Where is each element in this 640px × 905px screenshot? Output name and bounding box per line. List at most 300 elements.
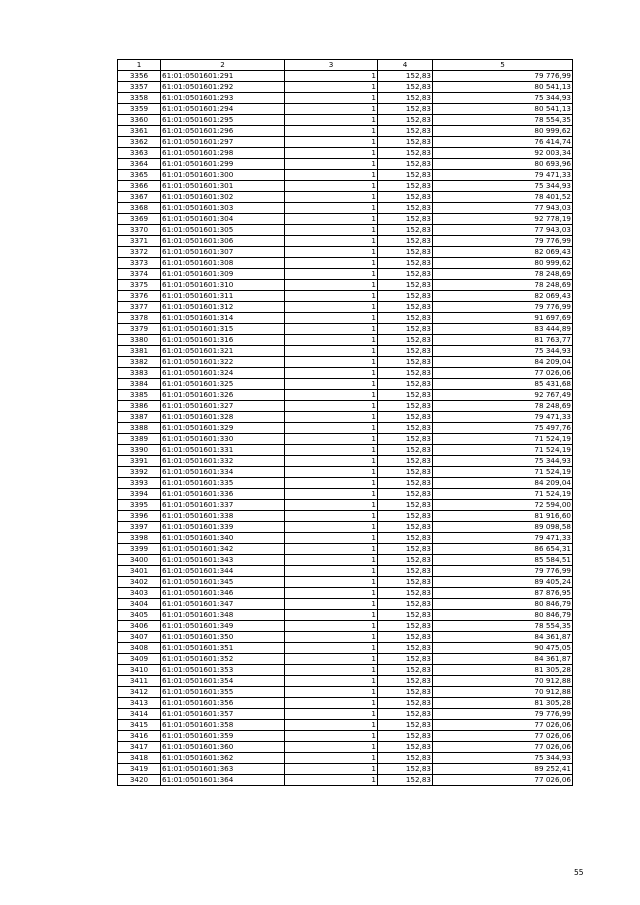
- quantity-cell: 1: [285, 764, 378, 775]
- quantity-cell: 1: [285, 698, 378, 709]
- quantity-cell: 1: [285, 368, 378, 379]
- cadastral-number-cell: 61:01:0501601:299: [161, 159, 285, 170]
- quantity-cell: 1: [285, 742, 378, 753]
- value-cell: 79 471,33: [433, 533, 573, 544]
- table-row: [118, 104, 573, 115]
- quantity-cell: 1: [285, 170, 378, 181]
- quantity-cell: 1: [285, 709, 378, 720]
- value-cell: 84 209,04: [433, 478, 573, 489]
- quantity-cell: 1: [285, 676, 378, 687]
- row-number-cell: 3358: [118, 93, 161, 104]
- cadastral-number-cell: 61:01:0501601:303: [161, 203, 285, 214]
- table-row: [118, 588, 573, 599]
- row-number-cell: 3371: [118, 236, 161, 247]
- area-cell: 152,83: [378, 126, 433, 137]
- cadastral-number-cell: 61:01:0501601:345: [161, 577, 285, 588]
- value-cell: 75 344,93: [433, 181, 573, 192]
- table-row: [118, 313, 573, 324]
- row-number-cell: 3402: [118, 577, 161, 588]
- cadastral-number-cell: 61:01:0501601:363: [161, 764, 285, 775]
- area-cell: 152,83: [378, 302, 433, 313]
- value-cell: 77 026,06: [433, 731, 573, 742]
- area-cell: 152,83: [378, 313, 433, 324]
- row-number-cell: 3411: [118, 676, 161, 687]
- value-cell: 75 344,93: [433, 93, 573, 104]
- row-number-cell: 3362: [118, 137, 161, 148]
- quantity-cell: 1: [285, 390, 378, 401]
- area-cell: 152,83: [378, 104, 433, 115]
- area-cell: 152,83: [378, 93, 433, 104]
- cadastral-number-cell: 61:01:0501601:293: [161, 93, 285, 104]
- table-row: [118, 192, 573, 203]
- value-cell: 79 776,99: [433, 709, 573, 720]
- quantity-cell: 1: [285, 214, 378, 225]
- cadastral-number-cell: 61:01:0501601:355: [161, 687, 285, 698]
- area-cell: 152,83: [378, 665, 433, 676]
- area-cell: 152,83: [378, 775, 433, 786]
- cadastral-number-cell: 61:01:0501601:364: [161, 775, 285, 786]
- cadastral-number-cell: 61:01:0501601:301: [161, 181, 285, 192]
- row-number-cell: 3366: [118, 181, 161, 192]
- cadastral-number-cell: 61:01:0501601:308: [161, 258, 285, 269]
- cadastral-number-cell: 61:01:0501601:295: [161, 115, 285, 126]
- table-row: [118, 577, 573, 588]
- row-number-cell: 3381: [118, 346, 161, 357]
- value-cell: 80 846,79: [433, 610, 573, 621]
- table-row: [118, 742, 573, 753]
- value-cell: 78 554,35: [433, 621, 573, 632]
- column-header-4: 4: [378, 60, 433, 71]
- row-number-cell: 3380: [118, 335, 161, 346]
- value-cell: 79 776,99: [433, 302, 573, 313]
- area-cell: 152,83: [378, 599, 433, 610]
- cadastral-number-cell: 61:01:0501601:348: [161, 610, 285, 621]
- table-row: [118, 775, 573, 786]
- area-cell: 152,83: [378, 588, 433, 599]
- value-cell: 92 767,49: [433, 390, 573, 401]
- row-number-cell: 3359: [118, 104, 161, 115]
- table-row: [118, 665, 573, 676]
- cadastral-number-cell: 61:01:0501601:334: [161, 467, 285, 478]
- row-number-cell: 3393: [118, 478, 161, 489]
- value-cell: 79 776,99: [433, 566, 573, 577]
- value-cell: 79 776,99: [433, 71, 573, 82]
- row-number-cell: 3410: [118, 665, 161, 676]
- cadastral-number-cell: 61:01:0501601:298: [161, 148, 285, 159]
- value-cell: 84 361,87: [433, 632, 573, 643]
- row-number-cell: 3412: [118, 687, 161, 698]
- row-number-cell: 3390: [118, 445, 161, 456]
- area-cell: 152,83: [378, 753, 433, 764]
- cadastral-number-cell: 61:01:0501601:360: [161, 742, 285, 753]
- area-cell: 152,83: [378, 610, 433, 621]
- cadastral-number-cell: 61:01:0501601:354: [161, 676, 285, 687]
- table-row: [118, 654, 573, 665]
- row-number-cell: 3404: [118, 599, 161, 610]
- cadastral-number-cell: 61:01:0501601:342: [161, 544, 285, 555]
- quantity-cell: 1: [285, 445, 378, 456]
- area-cell: 152,83: [378, 489, 433, 500]
- row-number-cell: 3420: [118, 775, 161, 786]
- cadastral-number-cell: 61:01:0501601:325: [161, 379, 285, 390]
- row-number-cell: 3391: [118, 456, 161, 467]
- cadastral-number-cell: 61:01:0501601:310: [161, 280, 285, 291]
- row-number-cell: 3374: [118, 269, 161, 280]
- quantity-cell: 1: [285, 456, 378, 467]
- quantity-cell: 1: [285, 654, 378, 665]
- area-cell: 152,83: [378, 225, 433, 236]
- quantity-cell: 1: [285, 522, 378, 533]
- row-number-cell: 3394: [118, 489, 161, 500]
- quantity-cell: 1: [285, 115, 378, 126]
- quantity-cell: 1: [285, 577, 378, 588]
- row-number-cell: 3400: [118, 555, 161, 566]
- value-cell: 79 471,33: [433, 412, 573, 423]
- quantity-cell: 1: [285, 533, 378, 544]
- row-number-cell: 3382: [118, 357, 161, 368]
- area-cell: 152,83: [378, 115, 433, 126]
- cadastral-number-cell: 61:01:0501601:347: [161, 599, 285, 610]
- row-number-cell: 3368: [118, 203, 161, 214]
- row-number-cell: 3403: [118, 588, 161, 599]
- row-number-cell: 3367: [118, 192, 161, 203]
- quantity-cell: 1: [285, 423, 378, 434]
- table-row: [118, 258, 573, 269]
- quantity-cell: 1: [285, 236, 378, 247]
- row-number-cell: 3378: [118, 313, 161, 324]
- value-cell: 78 248,69: [433, 401, 573, 412]
- table-row: [118, 379, 573, 390]
- table-row: [118, 599, 573, 610]
- value-cell: 84 209,04: [433, 357, 573, 368]
- table-row: [118, 478, 573, 489]
- table-row: [118, 555, 573, 566]
- cadastral-number-cell: 61:01:0501601:316: [161, 335, 285, 346]
- row-number-cell: 3414: [118, 709, 161, 720]
- table-row: [118, 71, 573, 82]
- row-number-cell: 3389: [118, 434, 161, 445]
- table-row: [118, 346, 573, 357]
- value-cell: 89 098,58: [433, 522, 573, 533]
- area-cell: 152,83: [378, 423, 433, 434]
- quantity-cell: 1: [285, 291, 378, 302]
- row-number-cell: 3369: [118, 214, 161, 225]
- quantity-cell: 1: [285, 555, 378, 566]
- quantity-cell: 1: [285, 665, 378, 676]
- value-cell: 92 003,34: [433, 148, 573, 159]
- table-row: [118, 280, 573, 291]
- quantity-cell: 1: [285, 203, 378, 214]
- quantity-cell: 1: [285, 137, 378, 148]
- area-cell: 152,83: [378, 533, 433, 544]
- page-number: 55: [574, 868, 584, 877]
- row-number-cell: 3387: [118, 412, 161, 423]
- table-row: [118, 159, 573, 170]
- table-row: [118, 467, 573, 478]
- area-cell: 152,83: [378, 500, 433, 511]
- area-cell: 152,83: [378, 71, 433, 82]
- value-cell: 81 305,28: [433, 665, 573, 676]
- cadastral-number-cell: 61:01:0501601:346: [161, 588, 285, 599]
- cadastral-number-cell: 61:01:0501601:294: [161, 104, 285, 115]
- area-cell: 152,83: [378, 346, 433, 357]
- value-cell: 81 916,60: [433, 511, 573, 522]
- cadastral-number-cell: 61:01:0501601:327: [161, 401, 285, 412]
- area-cell: 152,83: [378, 236, 433, 247]
- area-cell: 152,83: [378, 401, 433, 412]
- value-cell: 70 912,88: [433, 676, 573, 687]
- row-number-cell: 3363: [118, 148, 161, 159]
- value-cell: 71 524,19: [433, 489, 573, 500]
- cadastral-number-cell: 61:01:0501601:352: [161, 654, 285, 665]
- quantity-cell: 1: [285, 346, 378, 357]
- table-row: [118, 610, 573, 621]
- value-cell: 75 344,93: [433, 456, 573, 467]
- cadastral-number-cell: 61:01:0501601:362: [161, 753, 285, 764]
- value-cell: 78 248,69: [433, 280, 573, 291]
- table-row: [118, 764, 573, 775]
- value-cell: 90 475,05: [433, 643, 573, 654]
- row-number-cell: 3413: [118, 698, 161, 709]
- table-row: [118, 500, 573, 511]
- value-cell: 78 401,52: [433, 192, 573, 203]
- row-number-cell: 3377: [118, 302, 161, 313]
- quantity-cell: 1: [285, 247, 378, 258]
- quantity-cell: 1: [285, 104, 378, 115]
- area-cell: 152,83: [378, 478, 433, 489]
- table-row: [118, 687, 573, 698]
- row-number-cell: 3396: [118, 511, 161, 522]
- row-number-cell: 3395: [118, 500, 161, 511]
- area-cell: 152,83: [378, 357, 433, 368]
- cadastral-number-cell: 61:01:0501601:343: [161, 555, 285, 566]
- table-row: [118, 181, 573, 192]
- row-number-cell: 3365: [118, 170, 161, 181]
- value-cell: 83 444,89: [433, 324, 573, 335]
- quantity-cell: 1: [285, 148, 378, 159]
- quantity-cell: 1: [285, 126, 378, 137]
- row-number-cell: 3376: [118, 291, 161, 302]
- value-cell: 91 697,69: [433, 313, 573, 324]
- row-number-cell: 3379: [118, 324, 161, 335]
- value-cell: 82 069,43: [433, 291, 573, 302]
- table-row: [118, 412, 573, 423]
- value-cell: 79 471,33: [433, 170, 573, 181]
- quantity-cell: 1: [285, 632, 378, 643]
- table-row: [118, 511, 573, 522]
- cadastral-number-cell: 61:01:0501601:311: [161, 291, 285, 302]
- row-number-cell: 3418: [118, 753, 161, 764]
- value-cell: 75 344,93: [433, 753, 573, 764]
- row-number-cell: 3398: [118, 533, 161, 544]
- cadastral-number-cell: 61:01:0501601:332: [161, 456, 285, 467]
- cadastral-number-cell: 61:01:0501601:314: [161, 313, 285, 324]
- cadastral-number-cell: 61:01:0501601:339: [161, 522, 285, 533]
- value-cell: 77 026,06: [433, 775, 573, 786]
- area-cell: 152,83: [378, 698, 433, 709]
- table-row: [118, 335, 573, 346]
- value-cell: 85 431,68: [433, 379, 573, 390]
- table-row: [118, 115, 573, 126]
- row-number-cell: 3417: [118, 742, 161, 753]
- cadastral-number-cell: 61:01:0501601:312: [161, 302, 285, 313]
- quantity-cell: 1: [285, 225, 378, 236]
- row-number-cell: 3388: [118, 423, 161, 434]
- cadastral-number-cell: 61:01:0501601:326: [161, 390, 285, 401]
- table-row: [118, 676, 573, 687]
- row-number-cell: 3397: [118, 522, 161, 533]
- table-row: [118, 269, 573, 280]
- quantity-cell: 1: [285, 753, 378, 764]
- table-row: [118, 357, 573, 368]
- area-cell: 152,83: [378, 82, 433, 93]
- table-row: [118, 434, 573, 445]
- area-cell: 152,83: [378, 137, 433, 148]
- cadastral-number-cell: 61:01:0501601:328: [161, 412, 285, 423]
- area-cell: 152,83: [378, 269, 433, 280]
- area-cell: 152,83: [378, 621, 433, 632]
- quantity-cell: 1: [285, 610, 378, 621]
- area-cell: 152,83: [378, 632, 433, 643]
- table-row: [118, 148, 573, 159]
- cadastral-number-cell: 61:01:0501601:335: [161, 478, 285, 489]
- table-row: [118, 621, 573, 632]
- cadastral-number-cell: 61:01:0501601:315: [161, 324, 285, 335]
- cadastral-number-cell: 61:01:0501601:356: [161, 698, 285, 709]
- area-cell: 152,83: [378, 203, 433, 214]
- value-cell: 80 541,13: [433, 82, 573, 93]
- quantity-cell: 1: [285, 500, 378, 511]
- area-cell: 152,83: [378, 280, 433, 291]
- area-cell: 152,83: [378, 731, 433, 742]
- area-cell: 152,83: [378, 511, 433, 522]
- area-cell: 152,83: [378, 192, 433, 203]
- row-number-cell: 3385: [118, 390, 161, 401]
- cadastral-number-cell: 61:01:0501601:306: [161, 236, 285, 247]
- area-cell: 152,83: [378, 324, 433, 335]
- quantity-cell: 1: [285, 478, 378, 489]
- row-number-cell: 3406: [118, 621, 161, 632]
- row-number-cell: 3405: [118, 610, 161, 621]
- value-cell: 77 026,06: [433, 720, 573, 731]
- cadastral-number-cell: 61:01:0501601:329: [161, 423, 285, 434]
- value-cell: 77 026,06: [433, 742, 573, 753]
- area-cell: 152,83: [378, 335, 433, 346]
- area-cell: 152,83: [378, 434, 433, 445]
- cadastral-number-cell: 61:01:0501601:350: [161, 632, 285, 643]
- area-cell: 152,83: [378, 379, 433, 390]
- row-number-cell: 3384: [118, 379, 161, 390]
- cadastral-number-cell: 61:01:0501601:338: [161, 511, 285, 522]
- area-cell: 152,83: [378, 390, 433, 401]
- cadastral-number-cell: 61:01:0501601:307: [161, 247, 285, 258]
- table-row: [118, 390, 573, 401]
- value-cell: 71 524,19: [433, 467, 573, 478]
- cadastral-number-cell: 61:01:0501601:359: [161, 731, 285, 742]
- quantity-cell: 1: [285, 720, 378, 731]
- cadastral-number-cell: 61:01:0501601:358: [161, 720, 285, 731]
- cadastral-number-cell: 61:01:0501601:291: [161, 71, 285, 82]
- area-cell: 152,83: [378, 445, 433, 456]
- area-cell: 152,83: [378, 214, 433, 225]
- area-cell: 152,83: [378, 368, 433, 379]
- cadastral-number-cell: 61:01:0501601:336: [161, 489, 285, 500]
- row-number-cell: 3392: [118, 467, 161, 478]
- area-cell: 152,83: [378, 247, 433, 258]
- cadastral-number-cell: 61:01:0501601:351: [161, 643, 285, 654]
- quantity-cell: 1: [285, 687, 378, 698]
- value-cell: 71 524,19: [433, 434, 573, 445]
- table-row: [118, 753, 573, 764]
- cadastral-number-cell: 61:01:0501601:322: [161, 357, 285, 368]
- table-row: [118, 456, 573, 467]
- row-number-cell: 3361: [118, 126, 161, 137]
- table-row: [118, 544, 573, 555]
- value-cell: 81 305,28: [433, 698, 573, 709]
- cadastral-number-cell: 61:01:0501601:300: [161, 170, 285, 181]
- table-row: [118, 82, 573, 93]
- row-number-cell: 3383: [118, 368, 161, 379]
- table-row: [118, 368, 573, 379]
- data-table: [117, 59, 573, 786]
- column-header-2: 2: [161, 60, 285, 71]
- area-cell: 152,83: [378, 555, 433, 566]
- quantity-cell: 1: [285, 489, 378, 500]
- area-cell: 152,83: [378, 654, 433, 665]
- cadastral-number-cell: 61:01:0501601:296: [161, 126, 285, 137]
- column-header-3: 3: [285, 60, 378, 71]
- value-cell: 78 554,35: [433, 115, 573, 126]
- quantity-cell: 1: [285, 324, 378, 335]
- row-number-cell: 3375: [118, 280, 161, 291]
- row-number-cell: 3419: [118, 764, 161, 775]
- value-cell: 85 584,51: [433, 555, 573, 566]
- cadastral-number-cell: 61:01:0501601:340: [161, 533, 285, 544]
- quantity-cell: 1: [285, 71, 378, 82]
- area-cell: 152,83: [378, 643, 433, 654]
- table-row: [118, 302, 573, 313]
- cadastral-number-cell: 61:01:0501601:353: [161, 665, 285, 676]
- quantity-cell: 1: [285, 357, 378, 368]
- table-row: [118, 445, 573, 456]
- value-cell: 75 344,93: [433, 346, 573, 357]
- area-cell: 152,83: [378, 148, 433, 159]
- table-row: [118, 401, 573, 412]
- value-cell: 86 654,31: [433, 544, 573, 555]
- area-cell: 152,83: [378, 467, 433, 478]
- quantity-cell: 1: [285, 181, 378, 192]
- cadastral-number-cell: 61:01:0501601:349: [161, 621, 285, 632]
- area-cell: 152,83: [378, 181, 433, 192]
- area-cell: 152,83: [378, 159, 433, 170]
- quantity-cell: 1: [285, 599, 378, 610]
- table-row: [118, 291, 573, 302]
- value-cell: 79 776,99: [433, 236, 573, 247]
- cadastral-number-cell: 61:01:0501601:309: [161, 269, 285, 280]
- quantity-cell: 1: [285, 82, 378, 93]
- row-number-cell: 3373: [118, 258, 161, 269]
- cadastral-number-cell: 61:01:0501601:304: [161, 214, 285, 225]
- cadastral-number-cell: 61:01:0501601:324: [161, 368, 285, 379]
- cadastral-number-cell: 61:01:0501601:337: [161, 500, 285, 511]
- value-cell: 77 943,03: [433, 225, 573, 236]
- cadastral-number-cell: 61:01:0501601:305: [161, 225, 285, 236]
- value-cell: 82 069,43: [433, 247, 573, 258]
- row-number-cell: 3386: [118, 401, 161, 412]
- area-cell: 152,83: [378, 742, 433, 753]
- value-cell: 81 763,77: [433, 335, 573, 346]
- row-number-cell: 3356: [118, 71, 161, 82]
